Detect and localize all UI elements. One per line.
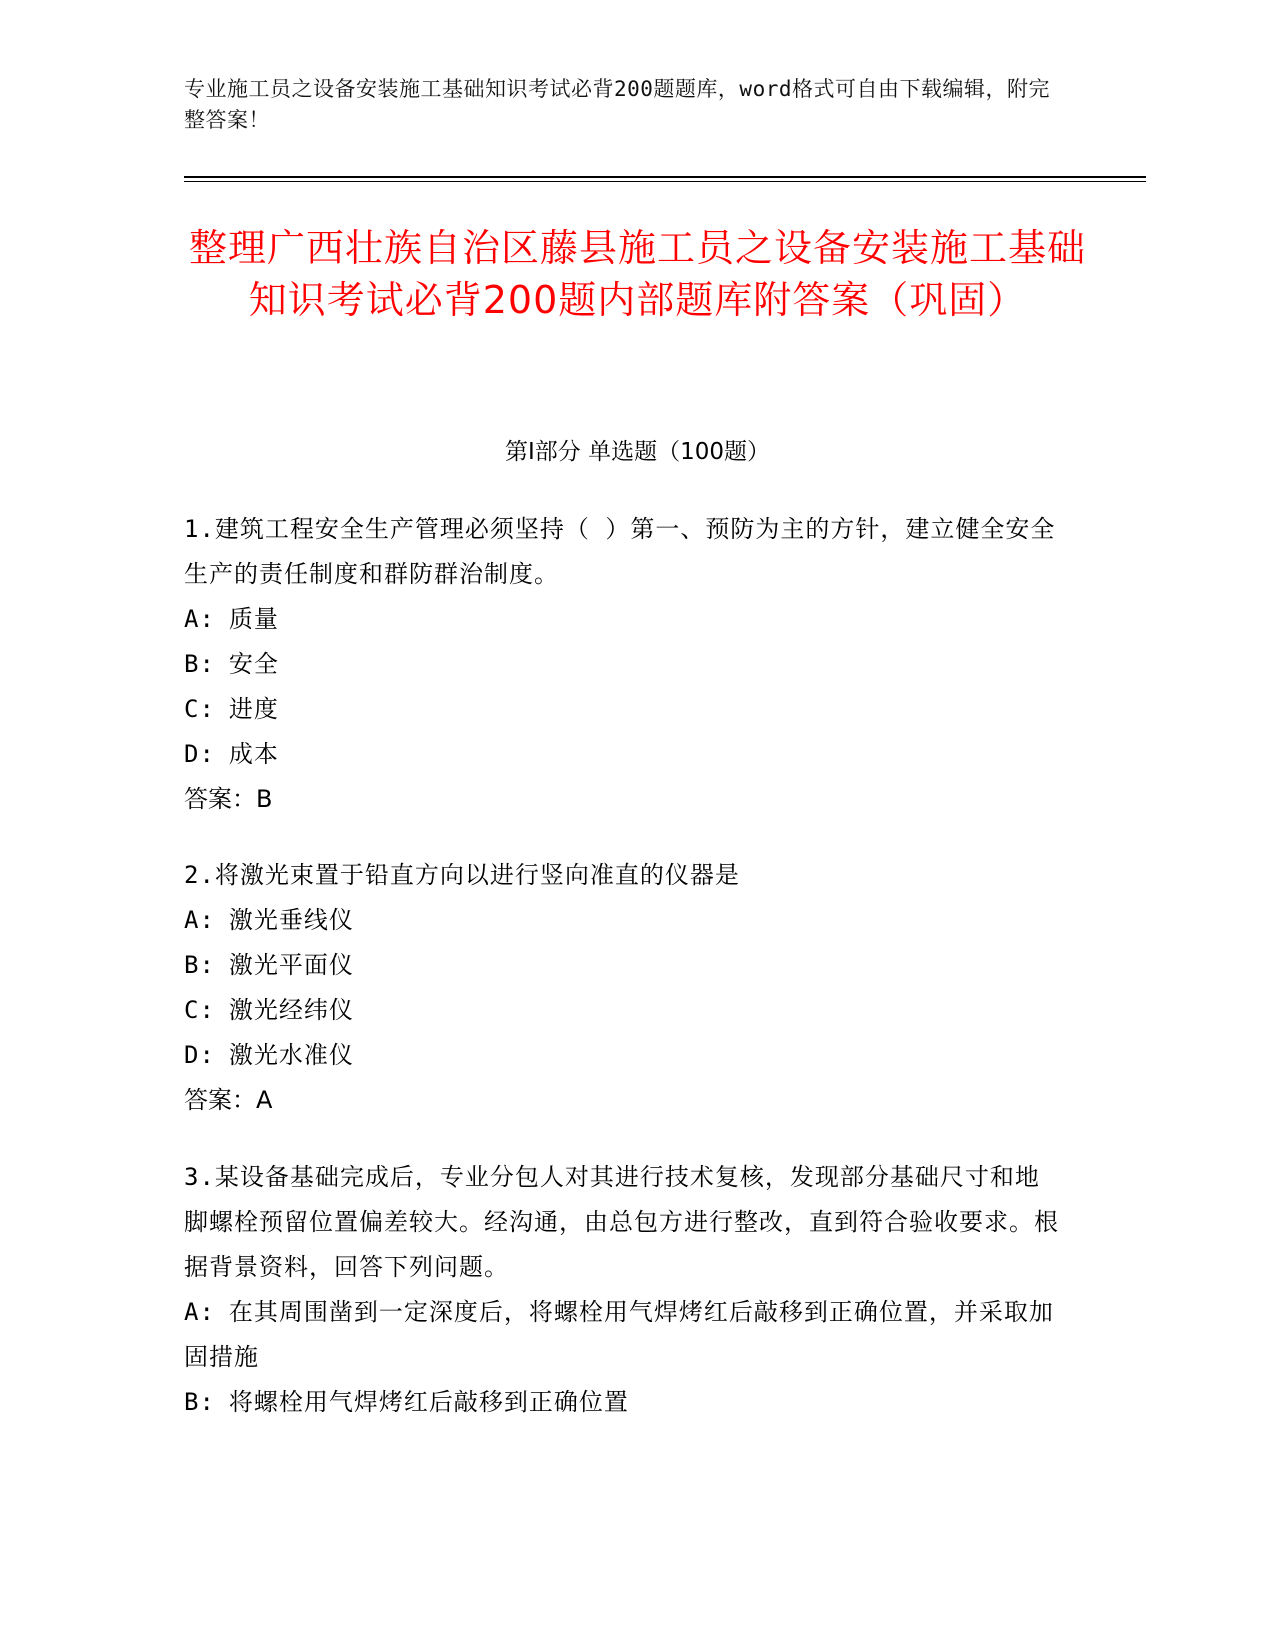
option-text: 安全	[228, 650, 279, 678]
document-title: 整理广西壮族自治区藤县施工员之设备安装施工基础知识考试必背200题内部题库附答案（巩固）	[188, 226, 1086, 322]
option-a	[184, 898, 1064, 943]
option-text: 成本	[228, 740, 279, 768]
option-key: C:	[184, 695, 215, 723]
option-b	[184, 943, 1064, 988]
header-divider-thin	[184, 181, 1146, 182]
question-3	[184, 1155, 1064, 1425]
option-key: D:	[184, 740, 215, 768]
option-key: B:	[184, 1388, 215, 1416]
section-title: 第Ⅰ部分 单选题（100题）	[505, 439, 770, 465]
option-text: 将螺栓用气焊烤红后敲移到正确位置	[228, 1388, 629, 1416]
question-stem: 3.某设备基础完成后，专业分包人对其进行技术复核，发现部分基础尺寸和地脚螺栓预留位置偏差较大。经沟通，由总包方进行整改，直到符合验收要求。根据背景资料，回答下列问题。	[184, 1163, 1059, 1281]
option-key: B:	[184, 951, 215, 979]
option-c	[184, 988, 1064, 1033]
option-c	[184, 687, 1064, 732]
question-stem: 1.建筑工程安全生产管理必须坚持（ ）第一、预防为主的方针，建立健全安全生产的责任制度和群防群治制度。	[184, 515, 1056, 588]
option-b	[184, 1380, 1064, 1425]
option-text: 进度	[228, 695, 279, 723]
option-b	[184, 642, 1064, 687]
option-key: A:	[184, 906, 215, 934]
header-note: 专业施工员之设备安装施工基础知识考试必背200题题库，word格式可自由下载编辑，附完整答案！	[184, 77, 1050, 132]
option-key: C:	[184, 996, 215, 1024]
option-text: 在其周围凿到一定深度后，将螺栓用气焊烤红后敲移到正确位置，并采取加固措施	[184, 1298, 1054, 1371]
option-text: 激光垂线仪	[228, 906, 354, 934]
option-d	[184, 732, 1064, 777]
answer: 答案：B	[184, 785, 273, 813]
option-text: 质量	[228, 605, 279, 633]
question-2	[184, 853, 1064, 1123]
option-key: A:	[184, 1298, 215, 1326]
answer: 答案：A	[184, 1086, 273, 1114]
option-a	[184, 1290, 1064, 1380]
option-key: D:	[184, 1041, 215, 1069]
option-key: B:	[184, 650, 215, 678]
option-text: 激光经纬仪	[228, 996, 354, 1024]
header-divider-thick	[184, 176, 1146, 178]
question-stem: 2.将激光束置于铅直方向以进行竖向准直的仪器是	[184, 861, 740, 889]
option-text: 激光平面仪	[228, 951, 354, 979]
option-d	[184, 1033, 1064, 1078]
question-1	[184, 507, 1064, 822]
option-a	[184, 597, 1064, 642]
option-text: 激光水准仪	[228, 1041, 354, 1069]
option-key: A:	[184, 605, 215, 633]
